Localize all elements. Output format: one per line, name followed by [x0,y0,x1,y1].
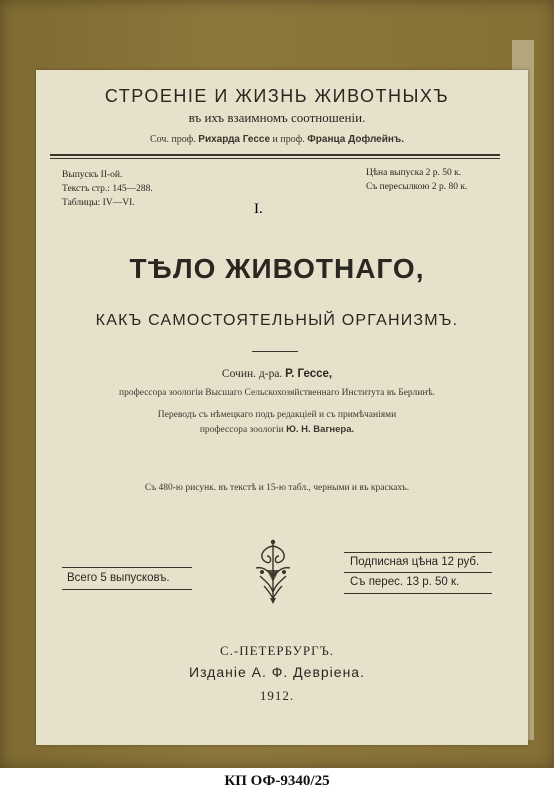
subscription-rule-left-top [62,567,192,568]
header-rule-top [50,154,500,156]
series-author-hesse: Рихарда Гессе [198,134,271,145]
subscription-rule-right-mid [344,572,492,573]
subscription-rule-right-bottom [344,593,492,594]
subscription-price: Подписная цѣна 12 руб. [350,556,480,568]
issue-number: Выпускъ II-ой. [62,170,123,180]
header-rule-bottom [50,158,500,159]
issue-price-postage: Съ пересылкою 2 р. 80 к. [366,182,468,192]
book-title: ТѢЛО ЖИВОТНАГО, [129,253,425,284]
translation-editor-name: Ю. Н. Вагнера. [286,424,355,435]
total-issues: Всего 5 выпусковъ. [67,572,170,584]
issue-tables: Таблицы: IV—VI. [62,198,135,208]
book-author-position: профессора зоологіи Высшаго Сельскохозяйственнаго Института въ Берлинѣ. [119,388,435,398]
subscription-rule-left-bottom [62,589,192,590]
subscription-rule-right-top [344,552,492,553]
imprint-city: С.-ПЕТЕРБУРГЪ. [219,643,335,658]
illustrations-note: Съ 480-ю рисунк. въ текстѣ и 15-ю табл., черными и въ краскахъ. [144,483,410,493]
title-divider [252,351,298,352]
series-title: СТРОЕНІЕ И ЖИЗНЬ ЖИВОТНЫХЪ [104,86,450,106]
series-subtitle: въ ихъ взаимномъ соотношеніи. [188,110,366,125]
series-authors-prefix: Соч. проф. [150,134,196,145]
issue-price: Цѣна выпуска 2 р. 50 к. [366,168,462,178]
translation-note: Переводъ съ нѣмецкаго подъ редакціей и съ примѣчаніями [157,410,397,420]
issue-pages: Текстъ стр.: 145—288. [62,184,153,194]
volume-number: I. [254,201,263,217]
catalog-number: КП ОФ-9340/25 [224,773,330,789]
book-author-prefix: Сочин. д-ра. [221,368,283,380]
series-authors [0,134,554,145]
translation-editor-line [0,424,554,435]
book-author [0,368,554,380]
translation-editor-prefix: профессора зоологіи [199,425,284,435]
imprint-publisher: Изданіе А. Ф. Девріена. [189,664,365,680]
series-author-doflein: Франца Дофлейнъ. [307,134,404,145]
subscription-price-postage: Съ перес. 13 р. 50 к. [350,576,460,588]
series-authors-mid: и проф. [272,134,305,145]
publisher-emblem-icon [248,536,298,606]
book-subtitle: КАКЪ САМОСТОЯТЕЛЬНЫЙ ОРГАНИЗМЪ. [95,312,459,329]
imprint-year: 1912. [259,688,295,703]
book-author-name: Р. Гессе, [285,368,333,380]
